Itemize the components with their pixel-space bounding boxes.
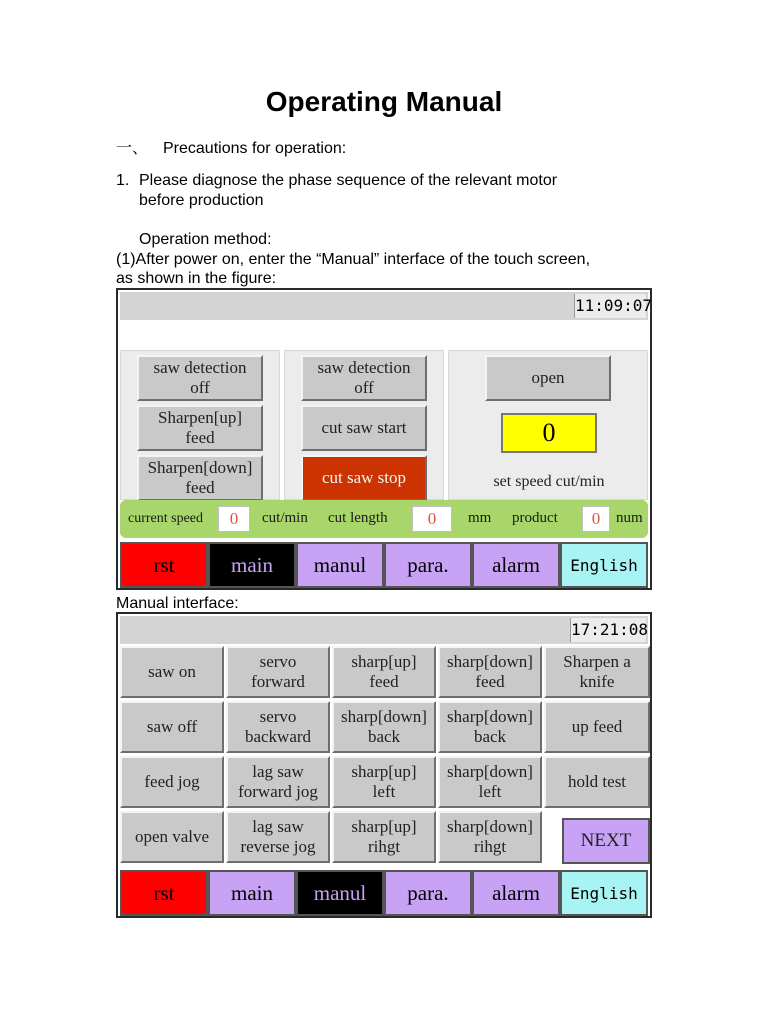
product-value: 0 xyxy=(582,506,610,532)
product-label: product xyxy=(512,510,558,526)
main-middle-group xyxy=(284,350,444,500)
manual-nav-english-button[interactable]: English xyxy=(560,870,648,916)
mm-label: mm xyxy=(468,510,492,526)
servo-backward-button[interactable]: servo backward xyxy=(226,701,330,753)
sharp-up-feed-button[interactable]: sharp[up] feed xyxy=(332,646,436,698)
item-number: 1. xyxy=(116,172,130,189)
cut-saw-detection-off-button[interactable]: saw detection off xyxy=(301,355,427,401)
saw-off-button[interactable]: saw off xyxy=(120,701,224,753)
nav-english-button[interactable]: English xyxy=(560,542,648,588)
cut-saw-start-button[interactable]: cut saw start xyxy=(301,405,427,451)
speed-input[interactable]: 0 xyxy=(501,413,597,453)
cut-length-value: 0 xyxy=(412,506,452,532)
nav-para-button[interactable]: para. xyxy=(384,542,472,588)
sharpen-up-feed-button[interactable]: Sharpen[up] feed xyxy=(137,405,263,451)
main-clock: 11:09:07 xyxy=(574,294,646,318)
status-bar xyxy=(120,500,648,538)
sharpen-down-feed-button[interactable]: Sharpen[down] feed xyxy=(137,455,263,501)
saw-on-button[interactable]: saw on xyxy=(120,646,224,698)
sharp-up-left-button[interactable]: sharp[up] left xyxy=(332,756,436,808)
current-speed-label: current speed xyxy=(128,511,204,526)
nav-main-button[interactable]: main xyxy=(208,542,296,588)
lag-saw-forward-jog-button[interactable]: lag saw forward jog xyxy=(226,756,330,808)
main-nav-bar xyxy=(120,542,648,588)
num-label: num xyxy=(616,510,643,526)
sharp-down-back-button-b[interactable]: sharp[down] back xyxy=(438,701,542,753)
manual-nav-para-button[interactable]: para. xyxy=(384,870,472,916)
servo-forward-button[interactable]: servo forward xyxy=(226,646,330,698)
main-right-group xyxy=(448,350,648,500)
hold-test-button[interactable]: hold test xyxy=(544,756,650,808)
manual-button-grid xyxy=(120,646,650,868)
next-button[interactable]: NEXT xyxy=(562,818,650,864)
step-text-line1: (1)After power on, enter the “Manual” interface of the touch screen, xyxy=(116,251,591,268)
document-title: Operating Manual xyxy=(265,86,503,117)
feed-jog-button[interactable]: feed jog xyxy=(120,756,224,808)
sharp-up-right-button[interactable]: sharp[up] rihgt xyxy=(332,811,436,863)
sharp-down-left-button[interactable]: sharp[down] left xyxy=(438,756,542,808)
cut-length-label: cut length xyxy=(328,510,388,526)
item-text-line1: Please diagnose the phase sequence of the relevant motor xyxy=(139,172,558,189)
main-screen-panel xyxy=(116,288,652,590)
sharp-down-right-button[interactable]: sharp[down] rihgt xyxy=(438,811,542,863)
manual-nav-main-button[interactable]: main xyxy=(208,870,296,916)
manual-nav-alarm-button[interactable]: alarm xyxy=(472,870,560,916)
method-label: Operation method: xyxy=(139,231,272,248)
section-heading: Precautions for operation: xyxy=(163,140,347,157)
manual-title-bar xyxy=(120,616,648,644)
nav-rst-button[interactable]: rst xyxy=(120,542,208,588)
manual-interface-caption: Manual interface: xyxy=(116,595,239,612)
open-button[interactable]: open xyxy=(485,355,611,401)
sharp-down-back-button-a[interactable]: sharp[down] back xyxy=(332,701,436,753)
current-speed-value: 0 xyxy=(218,506,250,532)
sharpen-a-knife-button[interactable]: Sharpen a knife xyxy=(544,646,650,698)
item-text-line2: before production xyxy=(139,192,264,209)
manual-screen-panel xyxy=(116,612,652,918)
manual-nav-rst-button[interactable]: rst xyxy=(120,870,208,916)
open-valve-button[interactable]: open valve xyxy=(120,811,224,863)
nav-alarm-button[interactable]: alarm xyxy=(472,542,560,588)
lag-saw-reverse-jog-button[interactable]: lag saw reverse jog xyxy=(226,811,330,863)
cut-min-label: cut/min xyxy=(262,510,308,526)
sharp-down-feed-button[interactable]: sharp[down] feed xyxy=(438,646,542,698)
manual-clock: 17:21:08 xyxy=(570,618,646,642)
saw-detection-off-button[interactable]: saw detection off xyxy=(137,355,263,401)
manual-nav-bar xyxy=(120,870,648,916)
main-title-bar xyxy=(120,292,653,320)
manual-nav-manul-button[interactable]: manul xyxy=(296,870,384,916)
up-feed-button[interactable]: up feed xyxy=(544,701,650,753)
set-speed-label: set speed cut/min xyxy=(493,473,605,490)
nav-manul-button[interactable]: manul xyxy=(296,542,384,588)
step-text-line2: as shown in the figure: xyxy=(116,270,277,287)
cut-saw-stop-button[interactable]: cut saw stop xyxy=(301,455,427,501)
section-marker: 一、 xyxy=(116,140,149,157)
main-left-group xyxy=(120,350,280,500)
